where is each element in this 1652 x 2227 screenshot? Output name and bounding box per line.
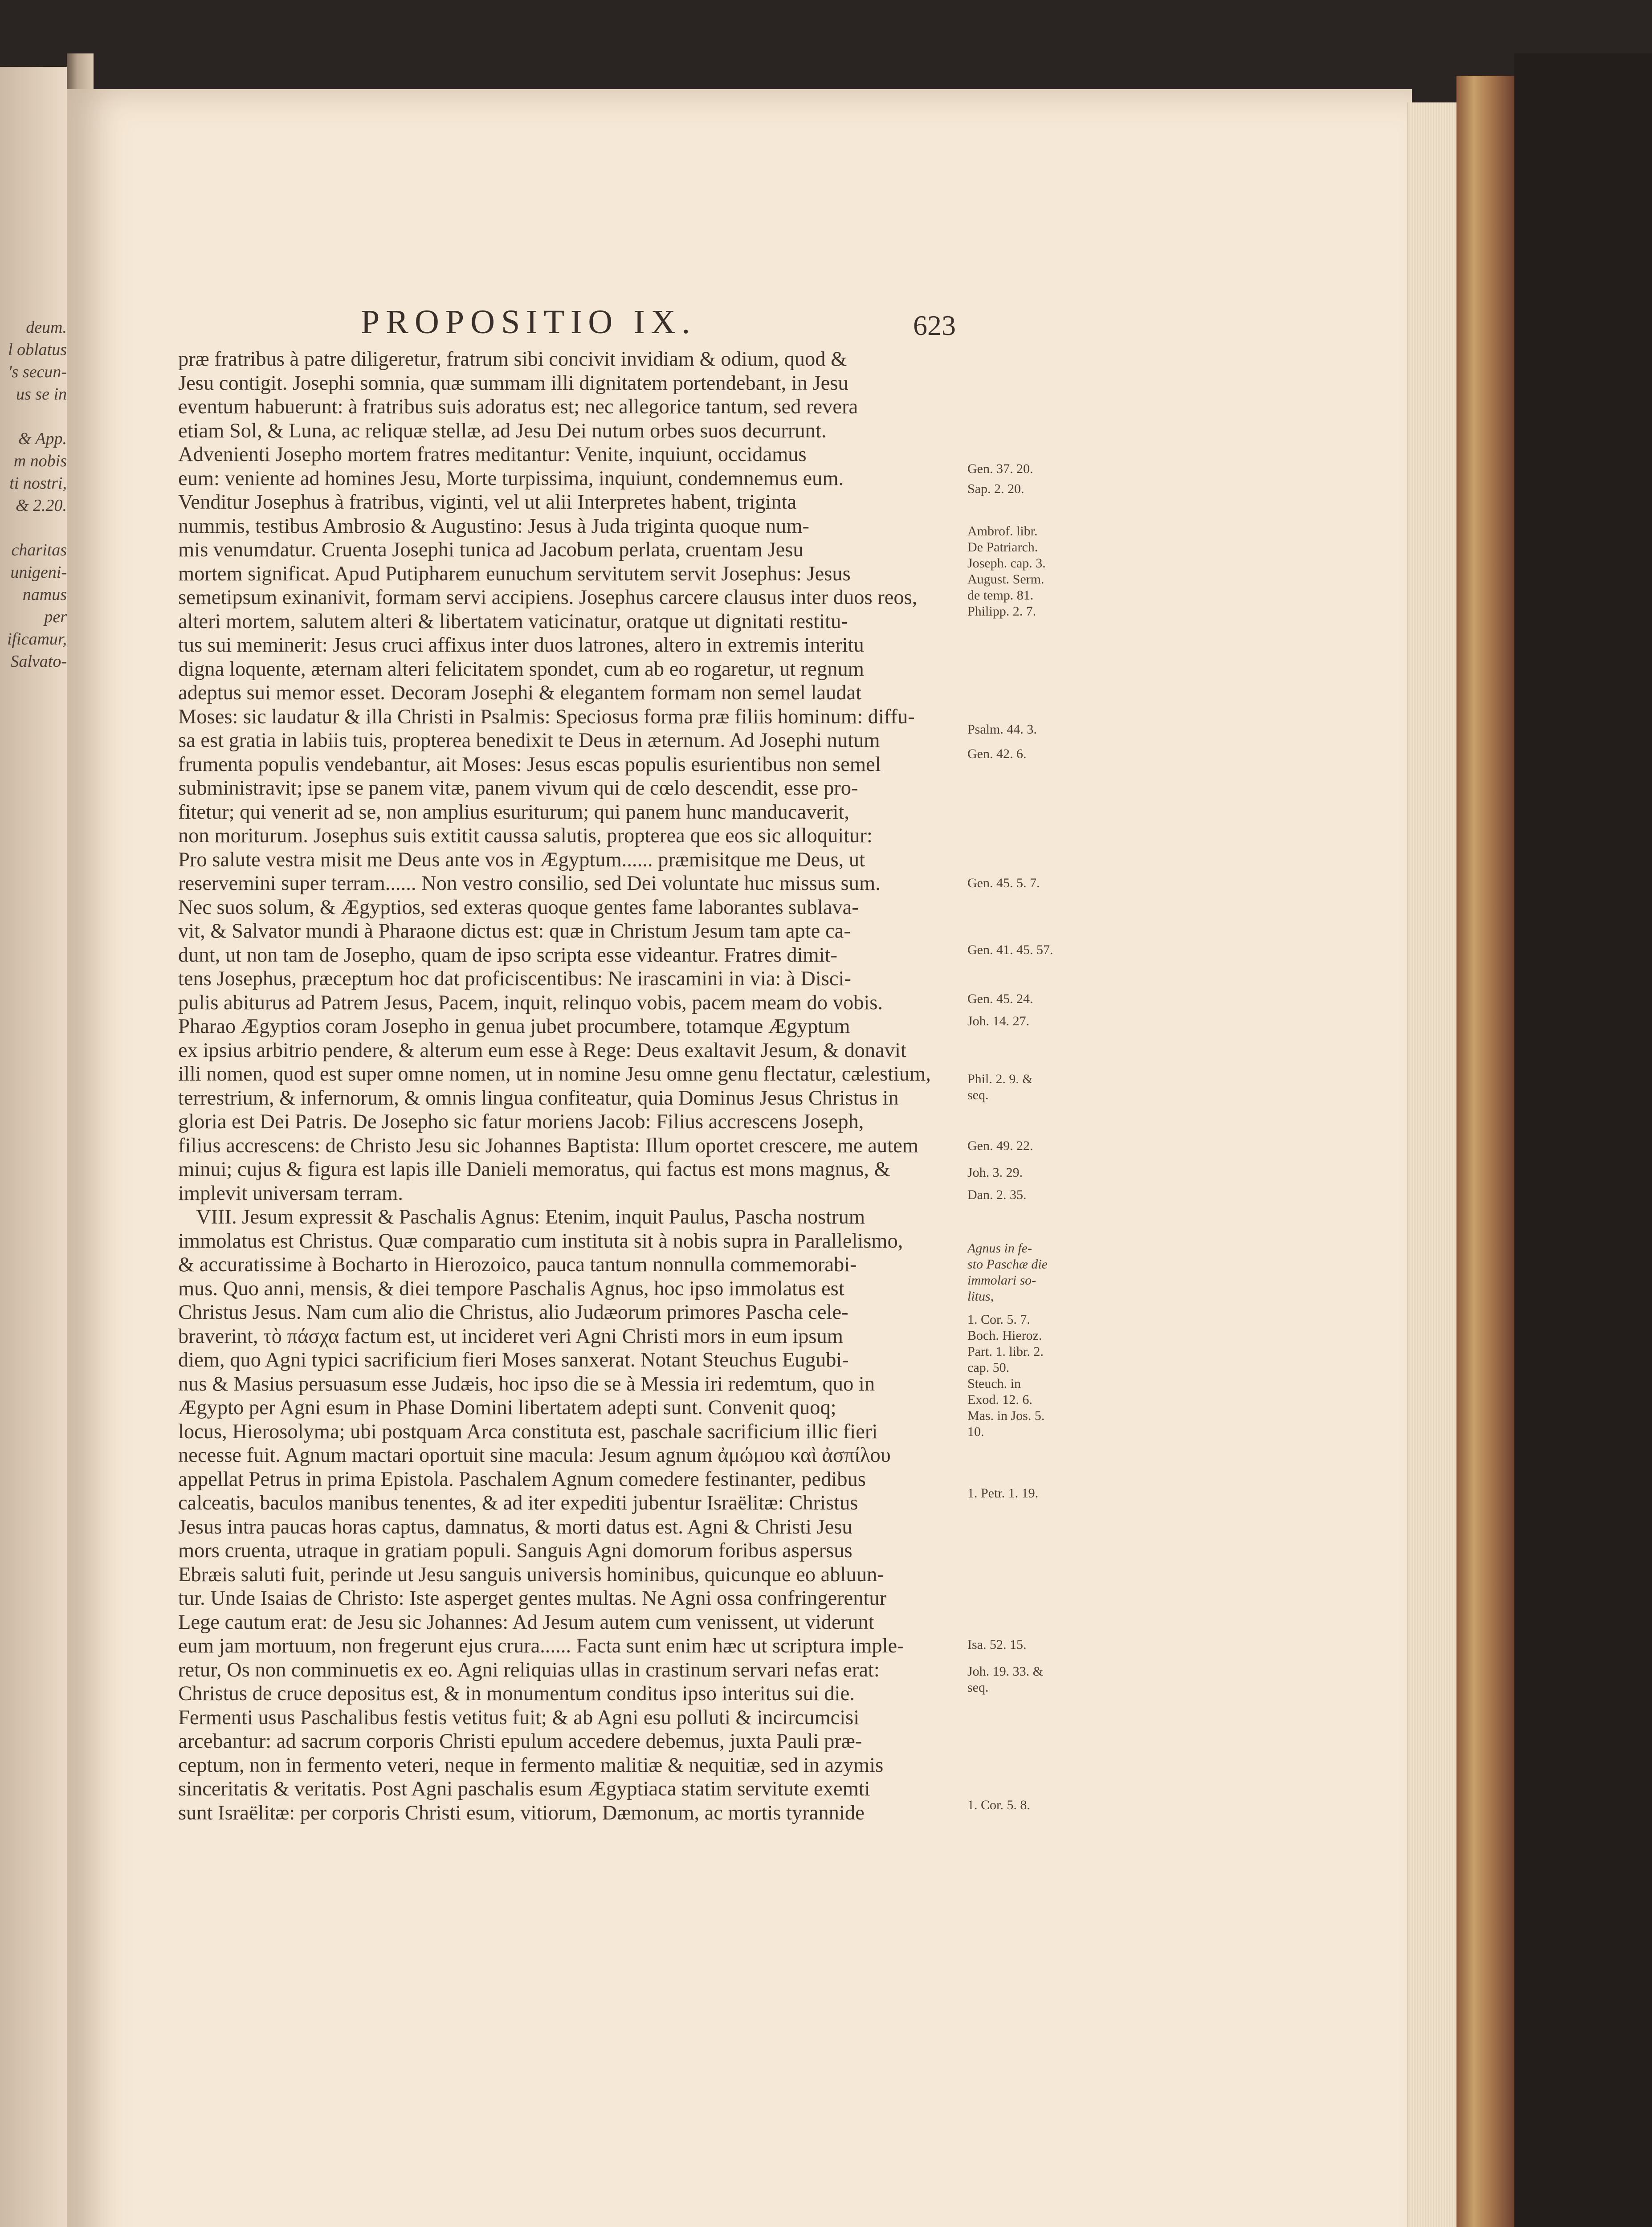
- text-line: Fermenti usus Paschalibus festis vetitus fuit; & ab Agni esu polluti & incircumcisi: [178, 1706, 860, 1729]
- text-line: locus, Hierosolyma; ubi postquam Arca constituta est, paschale sacrificium illic fieri: [178, 1420, 878, 1443]
- margin-note: Joh. 19. 33. & seq.: [967, 1664, 1044, 1695]
- text-line: mors cruenta, utraque in gratiam populi. Sanguis Agni domorum foribus aspersus: [178, 1539, 853, 1562]
- left-page-fragment-text: deum. l oblatus 's secun- us se in & App. m nobis ti nostri, & 2.20. charitas unigeni- namus per ificamur, Salvato-: [7, 318, 67, 671]
- text-line: alteri mortem, salutem alteri & libertatem vaticinatur, oratque ut dignitati restitu-: [178, 610, 848, 633]
- text-line: terrestrium, & infernorum, & omnis lingua confiteatur, quia Dominus Jesus Christus in: [178, 1086, 899, 1109]
- text-line: braverint, τὸ πάσχα factum est, ut incideret veri Agni Christi mors in eum ipsum: [178, 1325, 843, 1348]
- text-line: appellat Petrus in prima Epistola. Paschalem Agnum comedere festinanter, pedibus: [178, 1468, 866, 1491]
- text-line: subministravit; ipse se panem vitæ, panem vivum qui de cœlo descendit, esse pro-: [178, 777, 858, 799]
- text-line: Pharao Ægyptios coram Josepho in genua jubet procumbere, totamque Ægyptum: [178, 1015, 850, 1038]
- text-line: eum jam mortuum, non fregerunt ejus crura...... Facta sunt enim hæc ut scriptura imple-: [178, 1635, 904, 1657]
- margin-note: Phil. 2. 9. & seq.: [967, 1072, 1033, 1102]
- page-header: [361, 303, 984, 347]
- text-line: adeptus sui memor esset. Decoram Josephi & elegantem formam non semel laudat: [178, 681, 862, 704]
- text-line: nus & Masius persuasum esse Judæis, hoc ipso die se à Messia iri redemtum, quo in: [178, 1372, 875, 1395]
- margin-note: 1. Petr. 1. 19.: [967, 1486, 1039, 1501]
- text-line: mis venumdatur. Cruenta Josephi tunica ad Jacobum perlata, cruentam Jesu: [178, 538, 804, 561]
- text-line: eventum habuerunt: à fratribus suis adoratus est; nec allegorice tantum, sed revera: [178, 396, 858, 418]
- text-line: semetipsum exinanivit, formam servi accipiens. Josephus carcere clausus inter duos reos,: [178, 586, 918, 609]
- text-line: Jesus intra paucas horas captus, damnatus, & morti datus est. Agni & Christi Jesu: [178, 1515, 853, 1538]
- margin-note: Isa. 52. 15.: [967, 1637, 1027, 1652]
- text-line: reservemini super terram...... Non vestro consilio, sed Dei voluntate huc missus sum.: [178, 872, 881, 895]
- text-line: Ægypto per Agni esum in Phase Domini libertatem adepti sunt. Convenit quoq;: [178, 1396, 836, 1419]
- text-line: & accuratissime à Bocharto in Hierozoico, pauca tantum nonnulla commemorabi-: [178, 1253, 857, 1276]
- margin-note: Gen. 45. 24.: [967, 991, 1033, 1006]
- text-line: ceptum, non in fermento veteri, neque in fermento malitiæ & nequitiæ, sed in azymis: [178, 1754, 884, 1777]
- text-line: implevit universam terram.: [178, 1182, 403, 1205]
- text-line: Ebræis saluti fuit, perinde ut Jesu sanguis universis hominibus, quicunque eo abluun-: [178, 1563, 884, 1586]
- text-line: nummis, testibus Ambrosio & Augustino: Jesus à Juda triginta quoque num-: [178, 514, 809, 538]
- text-line: non moriturum. Josephus suis extitit caussa salutis, propterea que eos sic alloquitur:: [178, 824, 873, 847]
- text-line: minui; cujus & figura est lapis ille Danieli memoratus, qui factus est mons magnus, &: [178, 1158, 890, 1181]
- text-line: Lege cautum erat: de Jesu sic Johannes: Ad Jesum autem cum venissent, ut viderunt: [178, 1611, 874, 1634]
- text-line: sa est gratia in labiis tuis, propterea benedixit te Deus in æternum. Ad Josephi nutum: [178, 729, 880, 752]
- text-line: Christus Jesus. Nam cum alio die Christus, alio Judæorum primores Pascha cele-: [178, 1301, 848, 1324]
- main-text-block: [178, 347, 962, 1825]
- margin-note: Joh. 14. 27.: [967, 1014, 1030, 1028]
- text-line: digna loquente, æternam alteri felicitatem spondet, cum ab eo rogaretur, ut regnum: [178, 657, 864, 681]
- text-line: ex ipsius arbitrio pendere, & alterum eum esse à Rege: Deus exaltavit Jesum, & donavit: [178, 1039, 906, 1062]
- text-line: tus sui meminerit: Jesus cruci affixus inter duos latrones, altero in extremis interitu: [178, 634, 864, 657]
- text-line: eum: veniente ad homines Jesu, Morte turpissima, inquiunt, condemnemus eum.: [178, 467, 844, 490]
- text-line: filius accrescens: de Christo Jesu sic Johannes Baptista: Illum oportet crescere, me autem: [178, 1134, 918, 1157]
- text-line: necesse fuit. Agnum mactari oportuit sine macula: Jesum agnum ἀμώμου καὶ ἀσπίλου: [178, 1444, 891, 1467]
- text-line: illi nomen, quod est super omne nomen, ut in nomine Jesu omne genu flectatur, cælestium,: [178, 1063, 931, 1085]
- text-line: VIII. Jesum expressit & Paschalis Agnus: Etenim, inquit Paulus, Pascha nostrum: [196, 1206, 865, 1228]
- text-line: pulis abiturus ad Patrem Jesus, Pacem, inquit, relinquo vobis, pacem meam do vobis.: [178, 991, 883, 1014]
- text-line: immolatus est Christus. Quæ comparatio cum instituta sit à nobis supra in Parallelismo,: [178, 1229, 903, 1252]
- page-number: 623: [913, 310, 956, 341]
- running-title: PROPOSITIO IX.: [361, 303, 697, 341]
- text-line: mortem significat. Apud Putipharem eunuchum servitutem servit Josephus: Jesus: [178, 562, 851, 585]
- text-line: calceatis, baculos manibus tenentes, & ad iter expediti jubentur Israëlitæ: Christus: [178, 1492, 858, 1514]
- margin-note: 1. Cor. 5. 7. Boch. Hieroz. Part. 1. libr. 2. cap. 50. Steuch. in Exod. 12. 6. Mas. in Jos. 5. 10.: [967, 1312, 1045, 1439]
- text-line: Pro salute vestra misit me Deus ante vos in Ægyptum...... præmisitque me Deus, ut: [178, 848, 865, 871]
- text-line: frumenta populis vendebantur, ait Moses: Jesus escas populis esurientibus non semel: [178, 753, 881, 776]
- margin-note: 1. Cor. 5. 8.: [967, 1798, 1030, 1812]
- text-line: etiam Sol, & Luna, ac reliquæ stellæ, ad Jesu Dei nutum orbes suos decurrunt.: [178, 419, 827, 442]
- margin-note: Agnus in fe- sto Paschæ die immolari so- litus,: [967, 1241, 1048, 1304]
- text-line: mus. Quo anni, mensis, & diei tempore Paschalis Agnus, hoc ipso immolatus est: [178, 1277, 844, 1300]
- text-line: gloria est Dei Patris. De Josepho sic fatur moriens Jacob: Filius accrescens Joseph,: [178, 1110, 864, 1133]
- text-line: Advenienti Josepho mortem fratres meditantur: Venite, inquiunt, occidamus: [178, 443, 807, 466]
- text-line: diem, quo Agni typici sacrificium fieri Moses sanxerat. Notant Steuchus Eugubi-: [178, 1349, 849, 1371]
- margin-note: Gen. 37. 20.: [967, 461, 1033, 476]
- text-line: sunt Israëlitæ: per corporis Christi esum, vitiorum, Dæmonum, ac mortis tyrannide: [178, 1801, 865, 1824]
- text-line: præ fratribus à patre diligeretur, fratrum sibi concivit invidiam & odium, quod &: [178, 348, 847, 371]
- text-line: Moses: sic laudatur & illa Christi in Psalmis: Speciosus forma præ filiis hominum: diffu-: [178, 705, 915, 728]
- margin-note: Dan. 2. 35.: [967, 1187, 1027, 1202]
- text-line: sinceritatis & veritatis. Post Agni paschalis esum Ægyptiaca statim servitute exemti: [178, 1778, 870, 1800]
- book-binding-background: [1514, 53, 1652, 2227]
- text-line: Christus de cruce depositus est, & in monumentum conditus ipso interitus sui die.: [178, 1682, 855, 1705]
- text-line: dunt, ut non tam de Josepho, quam de ipso scripta esse videantur. Fratres dimit-: [178, 943, 837, 967]
- text-line: fitetur; qui venerit ad se, non amplius esuriturum; qui panem hunc manducaverit,: [178, 800, 849, 824]
- margin-note: Ambrof. libr. De Patriarch. Joseph. cap. 3. August. Serm. de temp. 81. Philipp. 2. 7.: [967, 524, 1046, 619]
- text-line: Venditur Josephus à fratribus, viginti, vel ut alii Interpretes habent, triginta: [178, 491, 797, 514]
- margin-note: Gen. 41. 45. 57.: [967, 942, 1053, 957]
- page-edges: [1407, 102, 1457, 2227]
- margin-note: Psalm. 44. 3.: [967, 722, 1037, 737]
- margin-note: Joh. 3. 29.: [967, 1165, 1023, 1180]
- text-line: tur. Unde Isaias de Christo: Iste asperget gentes multas. Ne Agni ossa confringerentur: [178, 1587, 887, 1610]
- margin-note: Gen. 45. 5. 7.: [967, 876, 1040, 890]
- text-line: Jesu contigit. Josephi somnia, quæ summam illi dignitatem portendebant, in Jesu: [178, 371, 848, 395]
- margin-note: Gen. 49. 22.: [967, 1138, 1033, 1153]
- book-spine-edge: [1456, 76, 1514, 2227]
- margin-note: Sap. 2. 20.: [967, 481, 1024, 496]
- text-line: Nec suos solum, & Ægyptios, sed exteras quoque gentes fame laborantes sublava-: [178, 896, 859, 919]
- text-line: arcebantur: ad sacrum corporis Christi epulum accedere debemus, juxta Pauli præ-: [178, 1730, 862, 1753]
- margin-note: Gen. 42. 6.: [967, 746, 1027, 761]
- text-line: retur, Os non comminuetis ex eo. Agni reliquias ullas in crastinum servari nefas erat:: [178, 1658, 880, 1681]
- text-line: vit, & Salvator mundi à Pharaone dictus est: quæ in Christum Jesum tam apte ca-: [178, 920, 851, 942]
- text-line: tens Josephus, præceptum hoc dat proficiscentibus: Ne irascamini in via: à Disci-: [178, 967, 851, 990]
